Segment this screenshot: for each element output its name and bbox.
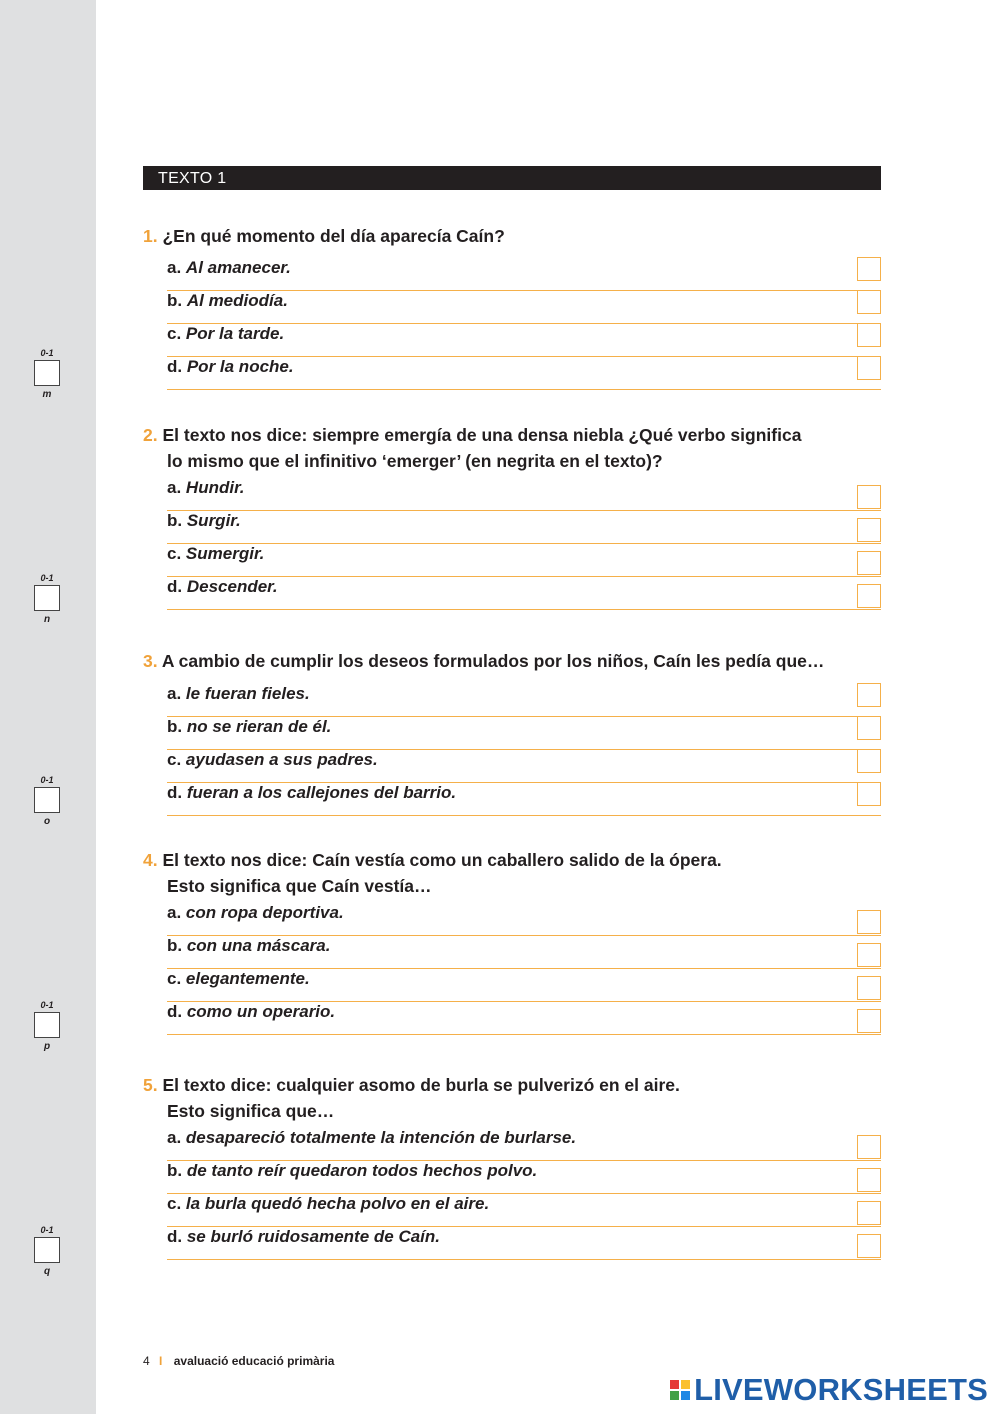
- score-box[interactable]: [34, 787, 60, 813]
- option-letter: b.: [167, 1161, 183, 1180]
- option-letter: c.: [167, 1194, 182, 1213]
- liveworksheets-brand: [670, 1372, 988, 1408]
- logo-square: [670, 1391, 679, 1400]
- question-number: 5.: [143, 1075, 158, 1095]
- score-range: 0-1: [40, 1225, 54, 1235]
- answer-checkbox[interactable]: [857, 551, 881, 575]
- option-letter: d.: [167, 357, 183, 376]
- option-text: elegantemente.: [185, 969, 310, 988]
- answer-checkbox[interactable]: [857, 1135, 881, 1159]
- answer-checkbox[interactable]: [857, 1201, 881, 1225]
- option-letter: b.: [167, 717, 183, 736]
- option-3b[interactable]: [167, 717, 881, 750]
- page-number: 4: [143, 1354, 150, 1368]
- score-letter: p: [43, 1041, 51, 1052]
- score-box[interactable]: [34, 1237, 60, 1263]
- answer-checkbox[interactable]: [857, 518, 881, 542]
- option-1c[interactable]: [167, 324, 881, 357]
- score-box[interactable]: [34, 360, 60, 386]
- option-3a[interactable]: [167, 684, 881, 717]
- question-text-continued: lo mismo que el infinitivo ‘emerger’ (en negrita en el texto)?: [167, 451, 663, 471]
- score-box-group: [33, 1225, 61, 1277]
- score-box-group: [33, 573, 61, 625]
- option-letter: c.: [167, 969, 182, 988]
- option-letter: d.: [167, 577, 183, 596]
- section-title: TEXTO 1: [143, 166, 881, 190]
- option-text: de tanto reír quedaron todos hechos polvo.: [186, 1161, 538, 1180]
- option-1d[interactable]: [167, 357, 881, 390]
- question-text: ¿En qué momento del día aparecía Caín?: [162, 226, 505, 246]
- score-range: 0-1: [40, 348, 54, 358]
- option-5c[interactable]: [167, 1194, 881, 1227]
- question-text: El texto dice: cualquier asomo de burla se pulverizó en el aire.: [162, 1075, 680, 1095]
- answer-checkbox[interactable]: [857, 290, 881, 314]
- option-letter: b.: [167, 936, 183, 955]
- option-5a[interactable]: [167, 1128, 881, 1161]
- option-text: se burló ruidosamente de Caín.: [186, 1227, 441, 1246]
- question-4: [143, 847, 893, 899]
- option-text: le fueran fieles.: [185, 684, 310, 703]
- answer-checkbox[interactable]: [857, 910, 881, 934]
- question-1: [143, 223, 893, 249]
- logo-square: [681, 1380, 690, 1389]
- question-3: [143, 648, 893, 674]
- option-2c[interactable]: [167, 544, 881, 577]
- option-2a[interactable]: [167, 478, 881, 511]
- brand-name: LIVEWORKSHEETS: [694, 1372, 988, 1407]
- option-1b[interactable]: [167, 291, 881, 324]
- option-letter: d.: [167, 783, 183, 802]
- score-range: 0-1: [40, 775, 54, 785]
- option-letter: a.: [167, 1128, 182, 1147]
- option-text: no se rieran de él.: [186, 717, 332, 736]
- option-text: Surgir.: [186, 511, 241, 530]
- option-text: Por la tarde.: [185, 324, 285, 343]
- score-box[interactable]: [34, 1012, 60, 1038]
- option-letter: a.: [167, 478, 182, 497]
- score-letter: q: [43, 1266, 51, 1277]
- liveworksheets-logo-icon: [670, 1380, 690, 1400]
- option-letter: b.: [167, 291, 183, 310]
- option-2b[interactable]: [167, 511, 881, 544]
- score-box-group: [33, 1000, 61, 1052]
- option-text: desapareció totalmente la intención de burlarse.: [185, 1128, 577, 1147]
- option-text: Sumergir.: [185, 544, 265, 563]
- logo-square: [681, 1391, 690, 1400]
- question-text: El texto nos dice: siempre emergía de una densa niebla ¿Qué verbo significa: [162, 425, 802, 445]
- option-letter: c.: [167, 324, 182, 343]
- score-letter: n: [43, 614, 51, 625]
- option-text: Por la noche.: [186, 357, 294, 376]
- option-4d[interactable]: [167, 1002, 881, 1035]
- answer-checkbox[interactable]: [857, 943, 881, 967]
- option-text: con una máscara.: [186, 936, 331, 955]
- option-4a[interactable]: [167, 903, 881, 936]
- option-text: la burla quedó hecha polvo en el aire.: [185, 1194, 490, 1213]
- option-text: como un operario.: [186, 1002, 336, 1021]
- option-4c[interactable]: [167, 969, 881, 1002]
- score-range: 0-1: [40, 1000, 54, 1010]
- option-3c[interactable]: [167, 750, 881, 783]
- page-footer: [143, 1353, 334, 1369]
- question-number: 1.: [143, 226, 158, 246]
- answer-checkbox[interactable]: [857, 1168, 881, 1192]
- option-3d[interactable]: [167, 783, 881, 816]
- option-letter: a.: [167, 684, 182, 703]
- question-text: El texto nos dice: Caín vestía como un caballero salido de la ópera.: [162, 850, 722, 870]
- answer-checkbox[interactable]: [857, 257, 881, 281]
- option-text: con ropa deportiva.: [185, 903, 344, 922]
- score-letter: o: [43, 816, 51, 827]
- question-2: [143, 422, 893, 474]
- option-letter: a.: [167, 258, 182, 277]
- score-letter: m: [42, 389, 52, 400]
- option-5d[interactable]: [167, 1227, 881, 1260]
- question-text-continued: Esto significa que…: [167, 1101, 335, 1121]
- answer-checkbox[interactable]: [857, 782, 881, 806]
- answer-checkbox[interactable]: [857, 976, 881, 1000]
- option-5b[interactable]: [167, 1161, 881, 1194]
- option-text: Descender.: [186, 577, 278, 596]
- option-letter: c.: [167, 544, 182, 563]
- question-number: 3.: [143, 651, 158, 671]
- option-2d[interactable]: [167, 577, 881, 610]
- option-text: Al mediodía.: [186, 291, 288, 310]
- option-1a[interactable]: [167, 258, 881, 291]
- answer-checkbox[interactable]: [857, 323, 881, 347]
- option-text: Hundir.: [185, 478, 245, 497]
- option-letter: d.: [167, 1002, 183, 1021]
- question-text-continued: Esto significa que Caín vestía…: [167, 876, 432, 896]
- score-range: 0-1: [40, 573, 54, 583]
- footer-separator: I: [159, 1354, 163, 1368]
- answer-checkbox[interactable]: [857, 716, 881, 740]
- question-text: A cambio de cumplir los deseos formulados por los niños, Caín les pedía que…: [161, 651, 825, 671]
- answer-checkbox[interactable]: [857, 356, 881, 380]
- option-text: fueran a los callejones del barrio.: [186, 783, 457, 802]
- answer-checkbox[interactable]: [857, 485, 881, 509]
- option-text: Al amanecer.: [185, 258, 291, 277]
- answer-checkbox[interactable]: [857, 1009, 881, 1033]
- footer-label: avaluació educació primària: [173, 1354, 335, 1368]
- score-box-group: [33, 348, 61, 400]
- score-box[interactable]: [34, 585, 60, 611]
- option-4b[interactable]: [167, 936, 881, 969]
- answer-checkbox[interactable]: [857, 749, 881, 773]
- answer-checkbox[interactable]: [857, 584, 881, 608]
- answer-checkbox[interactable]: [857, 683, 881, 707]
- option-letter: a.: [167, 903, 182, 922]
- answer-checkbox[interactable]: [857, 1234, 881, 1258]
- question-number: 2.: [143, 425, 158, 445]
- logo-square: [670, 1380, 679, 1389]
- option-letter: d.: [167, 1227, 183, 1246]
- option-letter: b.: [167, 511, 183, 530]
- question-number: 4.: [143, 850, 158, 870]
- option-text: ayudasen a sus padres.: [185, 750, 378, 769]
- option-letter: c.: [167, 750, 182, 769]
- score-margin: [0, 0, 96, 1414]
- score-box-group: [33, 775, 61, 827]
- question-5: [143, 1072, 893, 1124]
